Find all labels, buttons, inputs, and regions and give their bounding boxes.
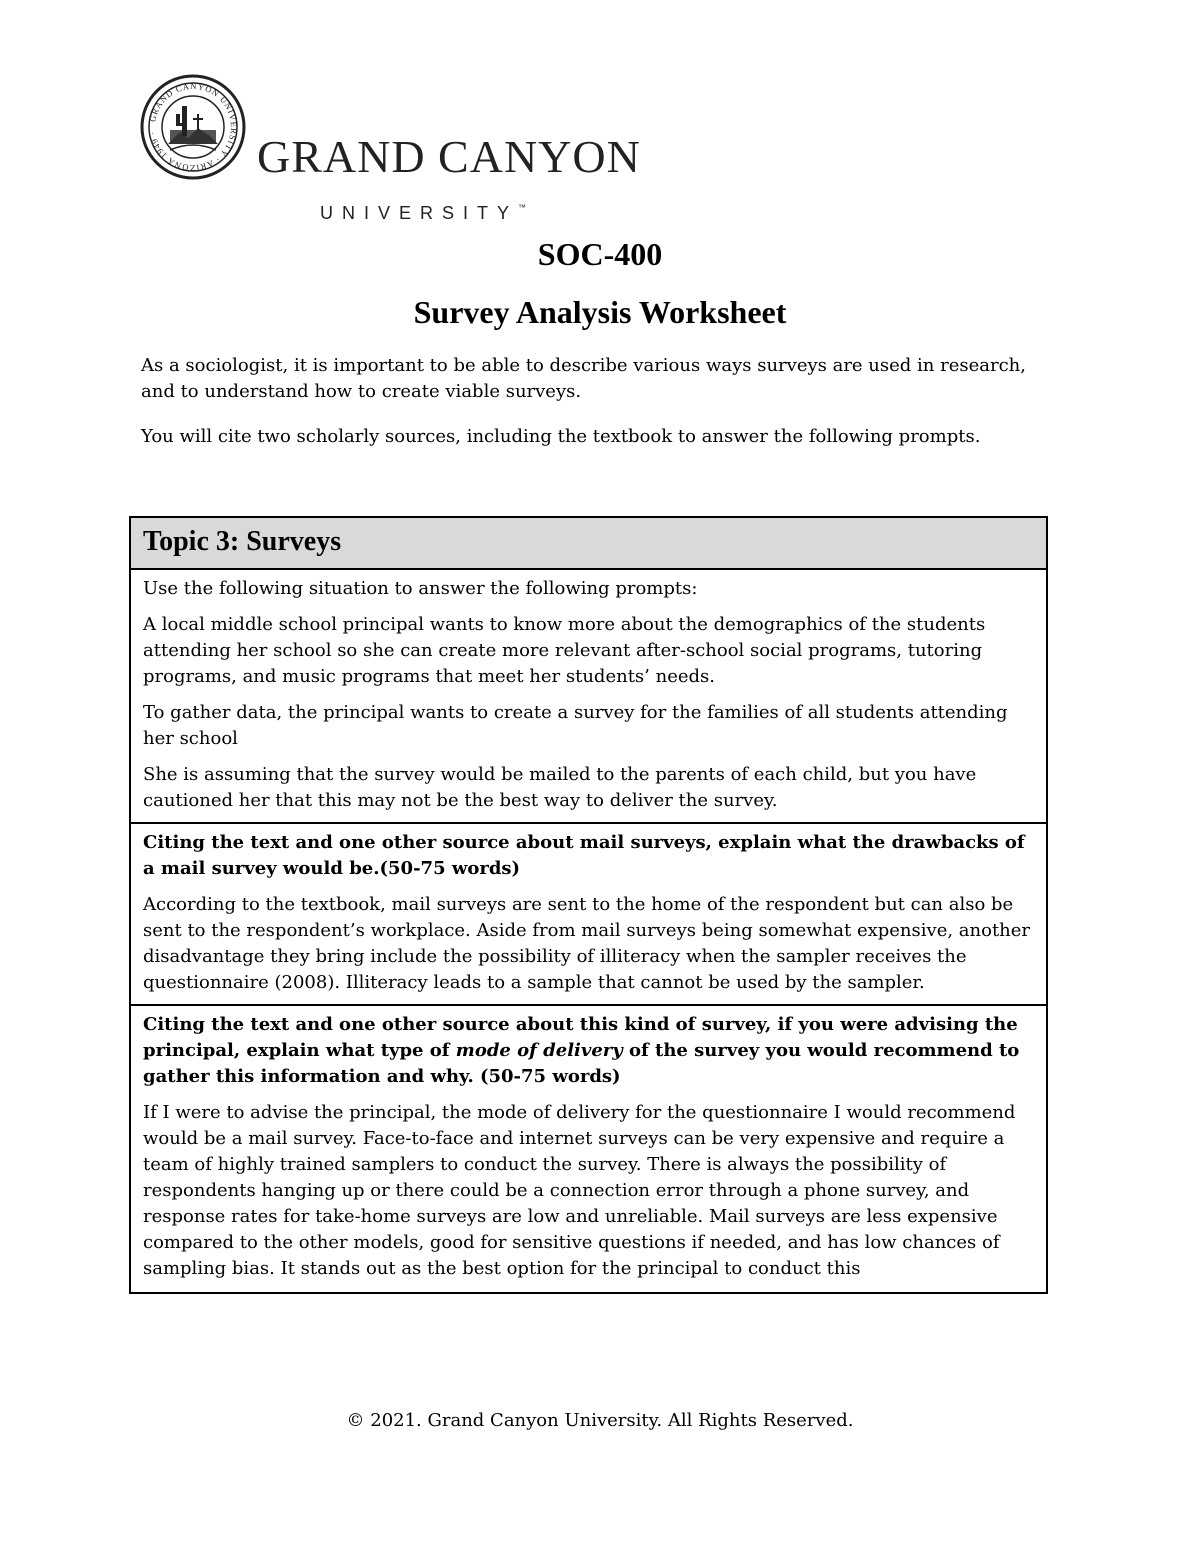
prompt-2-emphasis: mode of delivery (455, 1040, 623, 1061)
situation-row (130, 569, 1047, 823)
sources-instruction: You will cite two scholarly sources, including the textbook to answer the following prompts. (141, 426, 981, 447)
worksheet-title: Survey Analysis Worksheet (413, 294, 787, 330)
prompt-1-cell (130, 823, 1047, 1005)
prompt-1-answer: According to the textbook, mail surveys are sent to the home of the respondent but can also be sent to the respondent’s workplace. Aside from mail surveys being somewhat expensive, another disadvantage they bring include the possibility of illiteracy when the sampler receives the questionnaire (2008). Illiteracy leads to a sample that cannot be used by the sampler. (143, 894, 1031, 993)
intro-line-1: As a sociologist, it is important to be able to describe various ways surveys are used in research, (141, 355, 1026, 376)
topic-heading: Topic 3: Surveys (130, 517, 1047, 569)
situation-instruction: Use the following situation to answer the following prompts: (143, 578, 698, 599)
situation-paragraph-2: To gather data, the principal wants to create a survey for the families of all students attending her school (143, 702, 1008, 749)
situation-cell (130, 569, 1047, 823)
course-code: SOC-400 (537, 236, 663, 272)
trademark-symbol: ™ (518, 203, 527, 212)
copyright-footer: © 2021. Grand Canyon University. All Rights Reserved. (346, 1410, 854, 1431)
prompt-1-row (130, 823, 1047, 1005)
prompt-2-cell (130, 1005, 1047, 1293)
svg-text:GRAND CANYON UNIVERSITY · ARIZ: GRAND CANYON UNIVERSITY · ARIZONA 1949 · (147, 80, 240, 174)
intro-paragraph (141, 353, 1071, 405)
prompt-2-row (130, 1005, 1047, 1293)
intro-line-2: and to understand how to create viable surveys. (141, 381, 582, 402)
situation-paragraph-1: A local middle school principal wants to know more about the demographics of the students attending her school so she can create more relevant after-school social programs, tutoring programs, and music programs that meet her students’ needs. (143, 614, 986, 687)
prompt-2-question: Citing the text and one other source about this kind of survey, if you were advising the principal, explain what type of mode of delivery of the survey you would recommend to gather this information and why. (50-75 words) (143, 1014, 1020, 1087)
topic-table (129, 516, 1048, 1294)
situation-paragraph-3: She is assuming that the survey would be mailed to the parents of each child, but you have cautioned her that this may not be the best way to deliver the survey. (143, 764, 977, 811)
university-logo (140, 74, 641, 223)
topic-header-row (130, 517, 1047, 569)
university-name-line1: GRAND CANYON (257, 131, 641, 182)
prompt-2-answer: If I were to advise the principal, the mode of delivery for the questionnaire I would recommend would be a mail survey. Face-to-face and internet surveys can be very expensive and require a team of highly trained samplers to conduct the survey. There is always the possibility of respondents hanging up or there could be a connection error through a phone survey, and response rates for take-home surveys are low and unreliable. Mail surveys are less expensive compared to the other models, good for sensitive questions if needed, and has low chances of sampling bias. It stands out as the best option for the principal to conduct this (143, 1102, 1016, 1279)
university-seal-icon (140, 74, 246, 180)
prompt-1-question: Citing the text and one other source about mail surveys, explain what the drawbacks of a mail survey would be.(50-75 words) (143, 832, 1025, 879)
university-name-line2: UNIVERSITY™ (320, 203, 527, 223)
